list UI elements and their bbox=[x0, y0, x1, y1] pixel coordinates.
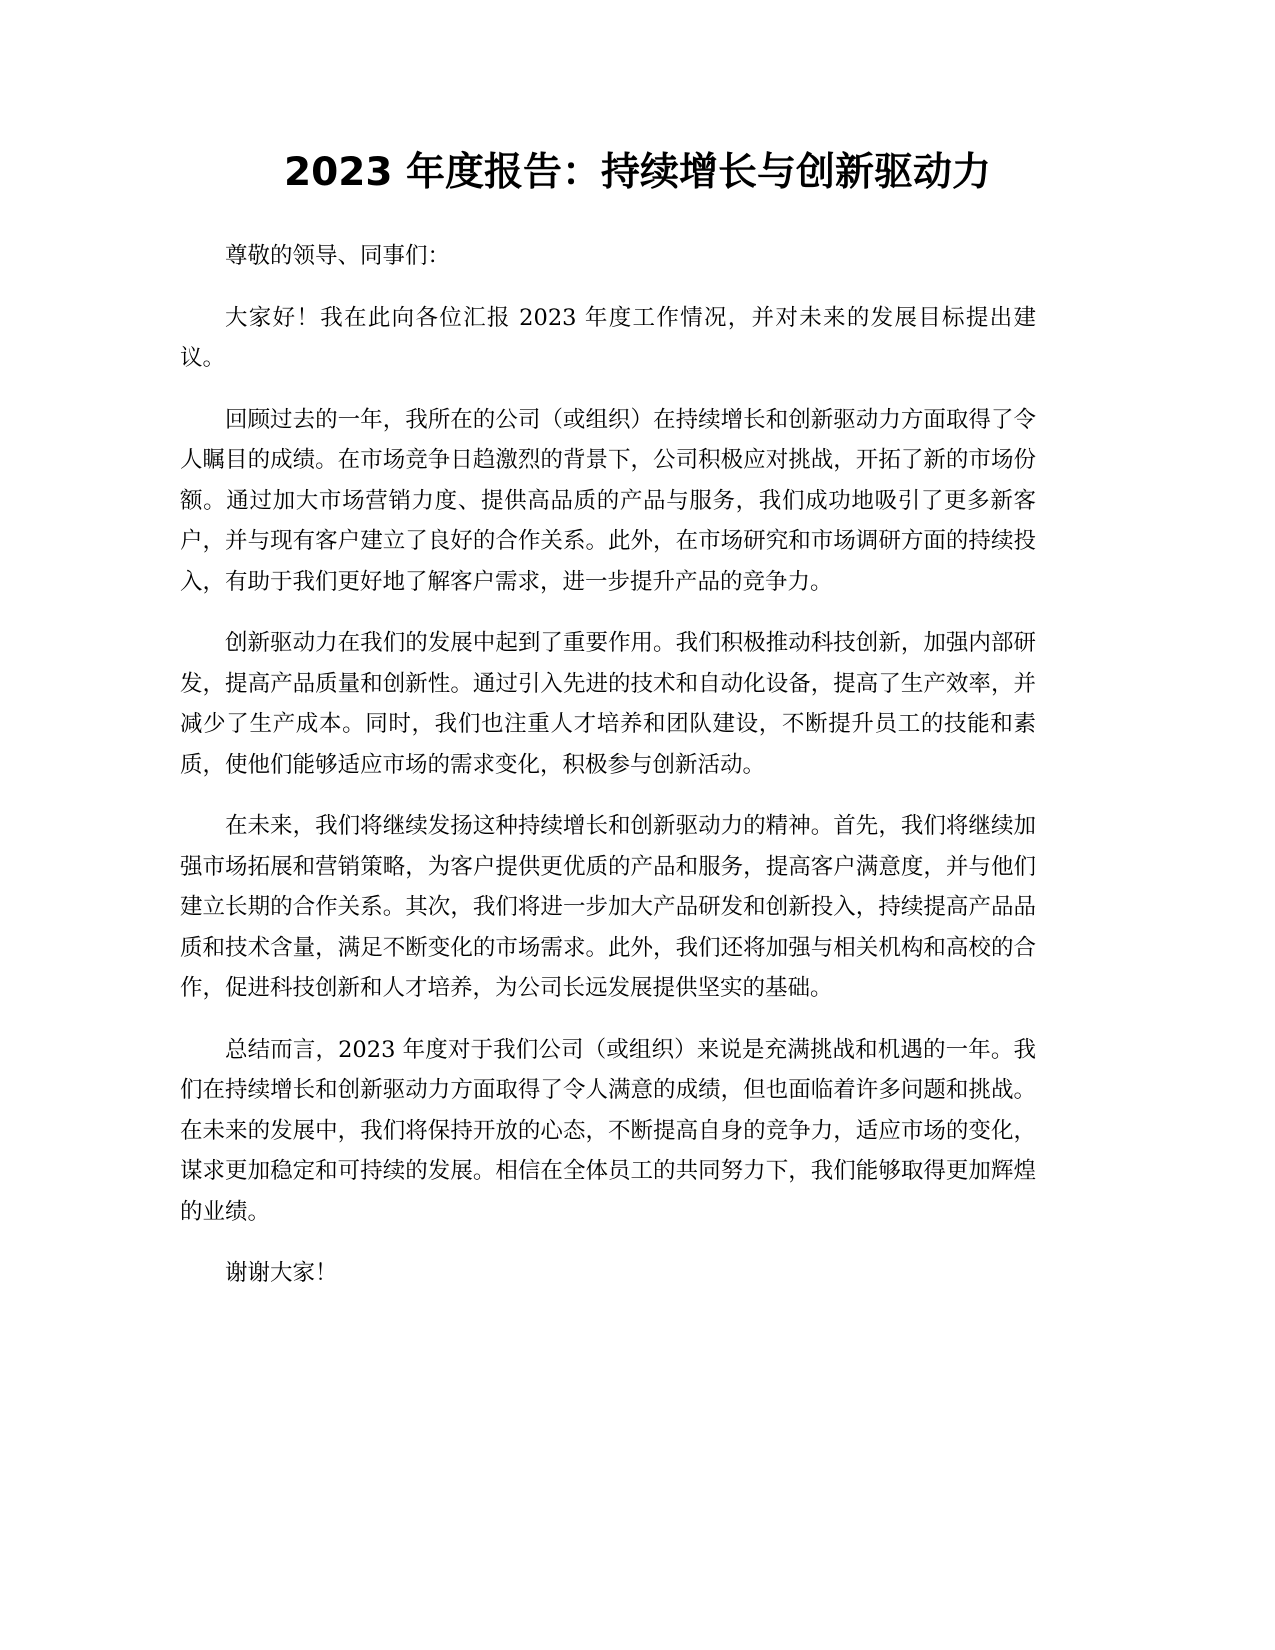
greeting-paragraph: 大家好！我在此向各位汇报 2023 年度工作情况，并对未来的发展目标提出建议。 bbox=[180, 304, 1036, 371]
review-paragraph: 回顾过去的一年，我所在的公司（或组织）在持续增长和创新驱动力方面取得了令人瞩目的成绩。在市场竞争日趋激烈的背景下，公司积极应对挑战，开拓了新的市场份额。通过加大市场营销力度、提供高品质的产品与服务，我们成功地吸引了更多新客户，并与现有客户建立了良好的合作关系。此外，在市场研究和市场调研方面的持续投入，有助于我们更好地了解客户需求，进一步提升产品的竞争力。 bbox=[180, 406, 1036, 595]
future-plan-paragraph: 在未来，我们将继续发扬这种持续增长和创新驱动力的精神。首先，我们将继续加强市场拓展和营销策略，为客户提供更优质的产品和服务，提高客户满意度，并与他们建立长期的合作关系。其次，我们将进一步加大产品研发和创新投入，持续提高产品品质和技术含量，满足不断变化的市场需求。此外，我们还将加强与相关机构和高校的合作，促进科技创新和人才培养，为公司长远发展提供坚实的基础。 bbox=[180, 813, 1036, 1001]
summary-paragraph: 总结而言，2023 年度对于我们公司（或组织）来说是充满挑战和机遇的一年。我们在持续增长和创新驱动力方面取得了令人满意的成绩，但也面临着许多问题和挑战。在未来的发展中，我们将保持开放的心态，不断提高自身的竞争力，适应市场的变化，谋求更加稳定和可持续的发展。相信在全体员工的共同努力下，我们能够取得更加辉煌的业绩。 bbox=[180, 1036, 1036, 1225]
closing-paragraph: 谢谢大家！ bbox=[225, 1260, 338, 1286]
document-title: 2023 年度报告：持续增长与创新驱动力 bbox=[283, 150, 992, 195]
salutation-paragraph: 尊敬的领导、同事们： bbox=[225, 243, 451, 269]
document-body bbox=[180, 236, 1036, 1315]
innovation-paragraph: 创新驱动力在我们的发展中起到了重要作用。我们积极推动科技创新，加强内部研发，提高产品质量和创新性。通过引入先进的技术和自动化设备，提高了生产效率，并减少了生产成本。同时，我们也注重人才培养和团队建设，不断提升员工的技能和素质，使他们能够适应市场的需求变化，积极参与创新活动。 bbox=[180, 630, 1036, 778]
